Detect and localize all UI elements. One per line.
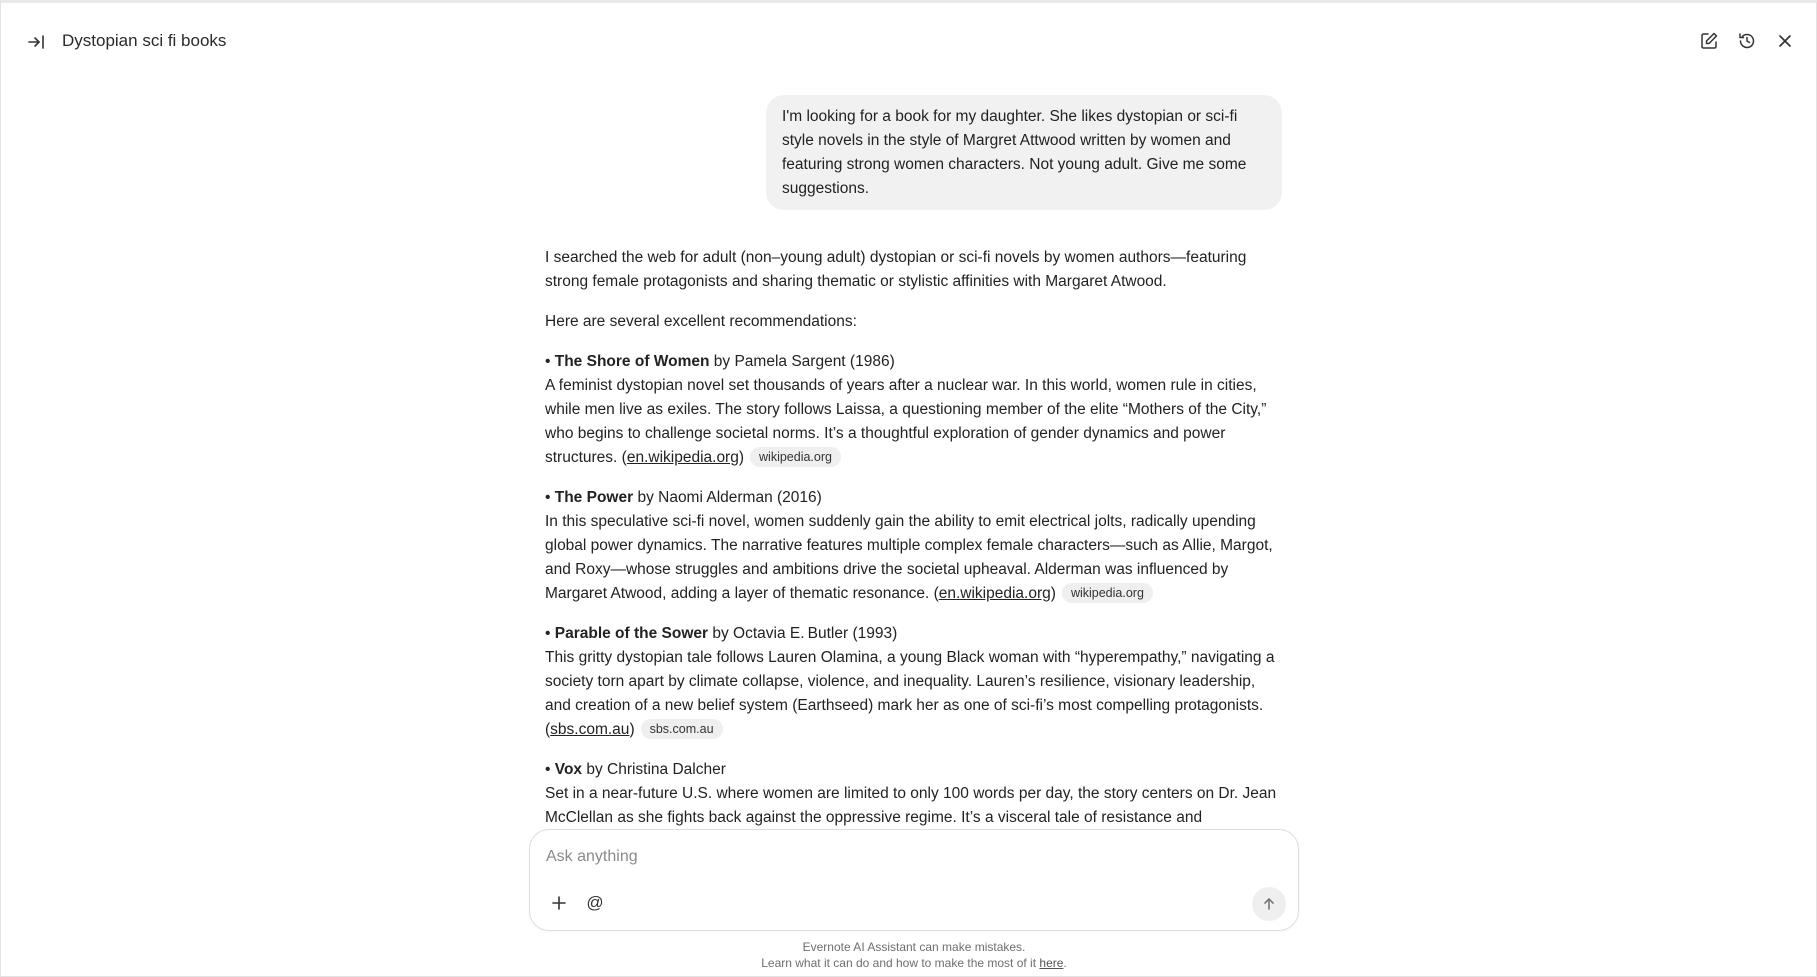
- plus-icon[interactable]: [546, 890, 572, 916]
- disclaimer: [529, 939, 1299, 971]
- book-description: Set in a near-future U.S. where women are limited to only 100 words per day, the story centers on Dr. Jean McClellan as she fights back against the oppressive regime. It’s a visceral tale of resistance and: [545, 785, 1277, 826]
- book-title: Vox: [554, 761, 583, 778]
- book-title: Parable of the Sower: [554, 625, 709, 642]
- source-link[interactable]: en.wikipedia.org: [938, 585, 1051, 602]
- response-intro: I searched the web for adult (non–young adult) dystopian or sci-fi novels by women authors—featuring strong female protagonists and sharing thematic or stylistic affinities with Margaret Atwood.: [545, 249, 1247, 290]
- book-description: In this speculative sci-fi novel, women suddenly gain the ability to emit electrical jolts, radically upending global power dynamics. The narrative features multiple complex female characters—such as Allie, Margot, and Roxy—whose struggles and ambitions drive the societal upheaval. Alderman was influenced by Margaret Atwood, adding a layer of thematic resonance. (: [545, 513, 1273, 602]
- book-description: This gritty dystopian tale follows Lauren Olamina, a young Black woman with “hyperempathy,” navigating a society torn apart by climate collapse, violence, and inequality. Lauren’s resilience, visionary leadership, and creation of a new belief system (Earthseed) mark her as one of sci-fi’s most compelling protagonists. (: [545, 649, 1275, 738]
- arrow-up-icon[interactable]: [1252, 887, 1286, 921]
- source-link[interactable]: en.wikipedia.org: [626, 449, 739, 466]
- disclaimer-line-2: Learn what it can do and how to make the most of it here.: [761, 956, 1067, 970]
- book-byline: by Naomi Alderman (2016): [633, 489, 822, 506]
- source-link[interactable]: sbs.com.au: [550, 721, 630, 738]
- book-description: A feminist dystopian novel set thousands of years after a nuclear war. In this world, women rule in cities, while men live as exiles. The story follows Laissa, a questioning member of the elite “Mothers of the City,” who begins to challenge societal norms. It’s a thoughtful exploration of gender dynamics and power structures. (: [545, 377, 1267, 466]
- edit-note-icon[interactable]: [1696, 28, 1722, 54]
- book-byline: by Christina Dalcher: [582, 761, 726, 778]
- mention-button[interactable]: @: [586, 893, 604, 912]
- book-recommendation: • The Power by Naomi Alderman (2016) In this speculative sci-fi novel, women suddenly gain the ability to emit electrical jolts, radically upending global power dynamics. The narrative features multiple complex female characters—such as Allie, Margot, and Roxy—whose struggles and ambitions drive the societal upheaval. Alderman was influenced by Margaret Atwood, adding a layer of thematic resonance. (en.wikipedia.org) wikipedia.org: [545, 489, 1273, 602]
- collapse-panel-icon[interactable]: [23, 29, 49, 55]
- close-icon[interactable]: [1772, 28, 1798, 54]
- conversation-thread[interactable]: [545, 95, 1285, 826]
- disclaimer-line-1: Evernote AI Assistant can make mistakes.: [802, 940, 1026, 954]
- learn-more-link[interactable]: here: [1039, 956, 1064, 970]
- message-composer: [529, 829, 1299, 931]
- book-recommendation: • Vox by Christina Dalcher Set in a near-future U.S. where women are limited to only 100 words per day, the story centers on Dr. Jean McClellan as she fights back against the oppressive regime. It’s a visceral tale of resistance and: [545, 761, 1277, 826]
- user-message: I'm looking for a book for my daughter. She likes dystopian or sci-fi style novels in the style of Margret Attwood written by women and featuring strong women characters. Not young adult. Give me some suggestions.: [766, 95, 1282, 210]
- source-chip[interactable]: wikipedia.org: [750, 447, 841, 467]
- response-lead: Here are several excellent recommendations:: [545, 313, 857, 330]
- book-byline: by Octavia E. Butler (1993): [708, 625, 898, 642]
- panel-header: [1, 3, 1816, 79]
- source-chip[interactable]: sbs.com.au: [641, 719, 723, 739]
- book-title: The Shore of Women: [554, 353, 710, 370]
- page-title: Dystopian sci fi books: [62, 31, 227, 50]
- book-byline: by Pamela Sargent (1986): [709, 353, 895, 370]
- history-icon[interactable]: [1734, 28, 1760, 54]
- assistant-response: [545, 246, 1285, 826]
- book-recommendation: • Parable of the Sower by Octavia E. Butler (1993) This gritty dystopian tale follows Lauren Olamina, a young Black woman with “hyperempathy,” navigating a society torn apart by climate collapse, violence, and inequality. Lauren’s resilience, visionary leadership, and creation of a new belief system (Earthseed) mark her as one of sci-fi’s most compelling protagonists. (sbs.com.au) sbs.com.au: [545, 625, 1275, 738]
- header-actions: [1696, 28, 1798, 54]
- source-chip[interactable]: wikipedia.org: [1062, 583, 1153, 603]
- book-recommendation: • The Shore of Women by Pamela Sargent (1986) A feminist dystopian novel set thousands of years after a nuclear war. In this world, women rule in cities, while men live as exiles. The story follows Laissa, a questioning member of the elite “Mothers of the City,” who begins to challenge societal norms. It’s a thoughtful exploration of gender dynamics and power structures. (en.wikipedia.org) wikipedia.org: [545, 353, 1267, 466]
- ask-input[interactable]: [546, 842, 1246, 872]
- book-title: The Power: [554, 489, 634, 506]
